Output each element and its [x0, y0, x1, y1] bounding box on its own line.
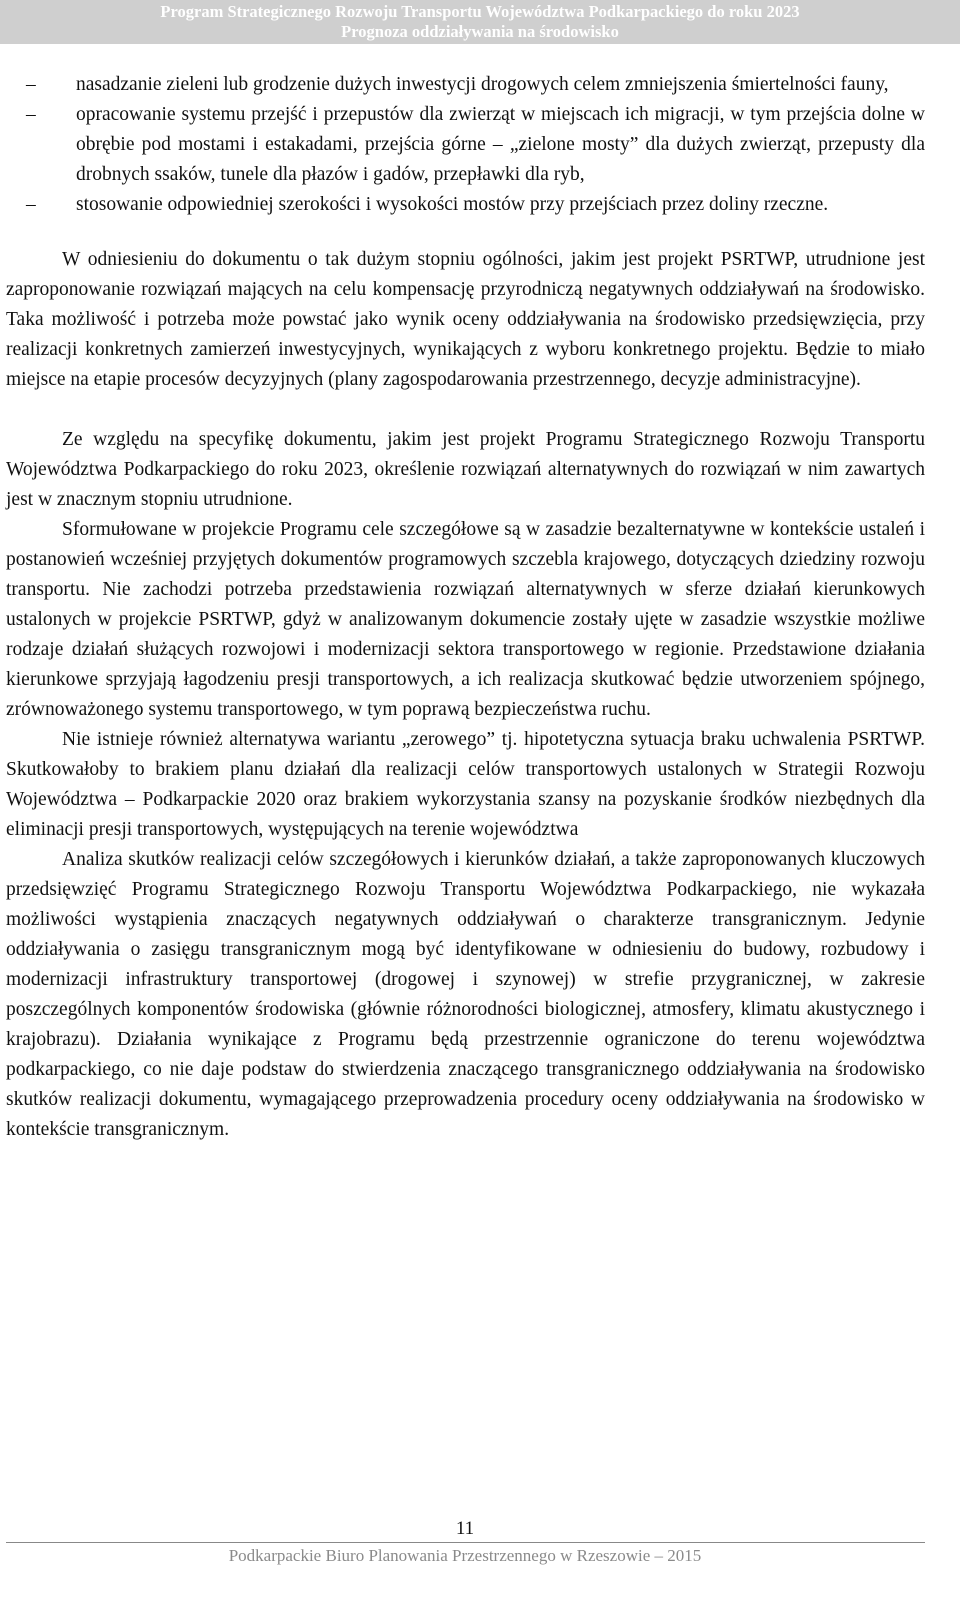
footer-text: Podkarpackie Biuro Planowania Przestrzennego w Rzeszowie – 2015 [228, 1546, 702, 1565]
paragraph-zero-variant: Nie istnieje również alternatywa wariantu „zerowego” tj. hipotetyczna sytuacja braku uchwalenia PSRTWP. Skutkowałoby to brakiem planu działań dla realizacji celów transportowych ustalonych w Strategii Rozwoju Województwa – Podkarpackie 2020 oraz brakiem wykorzystania szansy na pozyskanie środków niezbędnych dla eliminacji presji transportowych, występujących na terenie województwa [6, 729, 925, 840]
list-item-text: stosowanie odpowiedniej szerokości i wysokości mostów przy przejściach przez doliny rzeczne. [76, 194, 829, 215]
page-number: 11 [455, 1518, 475, 1539]
dash-marker: – [26, 74, 36, 95]
paragraph-alternatives: Ze względu na specyfikę dokumentu, jakim jest projekt Programu Strategicznego Rozwoju Transportu Województwa Podkarpackiego do roku 2023, określenie rozwiązań alternatywnych do rozwiązań w nim zawartych jest w znacznym stopniu utrudnione. [6, 429, 925, 510]
footer-divider [6, 1542, 925, 1543]
document-body [6, 70, 925, 1145]
paragraph-objectives: Sformułowane w projekcie Programu cele szczegółowe są w zasadzie bezalternatywne w kontekście ustaleń i postanowień wcześniej przyjętych dokumentów programowych szczebla krajowego, dotyczących dziedziny rozwoju transportu. Nie zachodzi potrzeba przedstawienia rozwiązań alternatywnych w sferze działań kierunkowych ustalonych w projekcie PSRTWP, gdyż w analizowanym dokumencie zostały ujęte w zasadzie wszystkie możliwe rodzaje działań służących rozwojowi i modernizacji sektora transportowego w regionie. Przedstawione działania kierunkowe sprzyjają łagodzeniu presji transportowych, a ich realizacja skutkować będzie utworzeniem spójnego, zrównoważonego systemu transportowego, w tym poprawą bezpieczeństwa ruchu. [6, 519, 925, 720]
dash-marker: – [26, 194, 36, 215]
bullet-list [6, 70, 925, 220]
list-item [6, 70, 925, 100]
list-item [6, 100, 925, 190]
list-item-text: nasadzanie zieleni lub grodzenie dużych inwestycji drogowych celem zmniejszenia śmiertelności fauny, [76, 74, 889, 95]
header-title: Program Strategicznego Rozwoju Transportu Województwa Podkarpackiego do roku 2023 [160, 2, 800, 21]
header-subtitle: Prognoza oddziaływania na środowisko [341, 22, 619, 41]
paragraph-transboundary: Analiza skutków realizacji celów szczegółowych i kierunków działań, a także zaproponowanych kluczowych przedsięwzięć Programu Strategicznego Rozwoju Transportu Województwa Podkarpackiego, nie wykazała możliwości wystąpienia znaczących negatywnych oddziaływań o charakterze transgranicznym. Jedynie oddziaływania o zasięgu transgranicznym mogą być identyfikowane w odniesieniu do budowy, rozbudowy i modernizacji infrastruktury transportowej (drogowej i szynowej) w strefie przygranicznej, w zakresie poszczególnych komponentów środowiska (głównie różnorodności biologicznej, atmosfery, klimatu akustycznego i krajobrazu). Działania wynikające z Programu będą przestrzennie ograniczone do terenu województwa podkarpackiego, co nie daje podstaw do stwierdzenia znaczącego transgranicznego oddziaływania na środowisko skutków realizacji dokumentu, wymagającego przeprowadzenia procedury oceny oddziaływania na środowisko w kontekście transgranicznym. [6, 849, 925, 1140]
list-item [6, 190, 925, 220]
paragraph-compensation: W odniesieniu do dokumentu o tak dużym stopniu ogólności, jakim jest projekt PSRTWP, utrudnione jest zaproponowanie rozwiązań mających na celu kompensację przyrodniczą negatywnych oddziaływań na środowisko. Taka możliwość i potrzeba może powstać jako wynik oceny oddziaływania na środowisko przedsięwzięcia, przy realizacji konkretnych zamierzeń inwestycyjnych, wynikających z wyboru konkretnego projektu. Będzie to miało miejsce na etapie procesów decyzyjnych (plany zagospodarowania przestrzennego, decyzje administracyjne). [6, 249, 925, 390]
page-header [0, 0, 960, 44]
list-item-text: opracowanie systemu przejść i przepustów dla zwierząt w miejscach ich migracji, w tym przejścia dolne w obrębie pod mostami i estakadami, przejścia górne – „zielone mosty” dla dużych zwierząt, przepusty dla drobnych ssaków, tunele dla płazów i gadów, przepławki dla ryb, [76, 104, 925, 185]
dash-marker: – [26, 104, 36, 125]
